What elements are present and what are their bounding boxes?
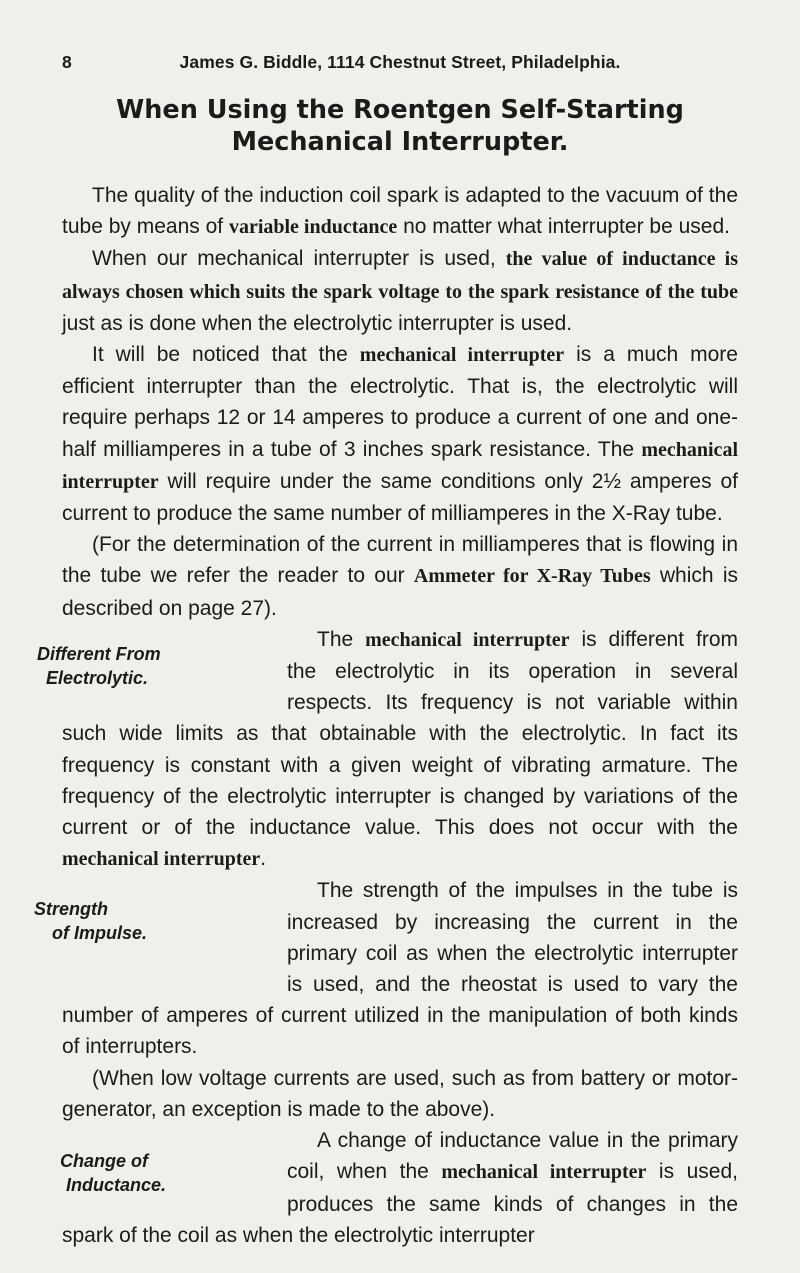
text-run: The quality of the induction coil spark is adapted to the vacuum of the tube by means of (62, 184, 738, 239)
paragraph-4 (62, 529, 738, 624)
bold-run: variable inductance (228, 216, 398, 239)
paragraph-6 (34, 875, 738, 1062)
bold-run: mechanical interrupter (62, 848, 261, 871)
bold-run: mechanical interrupter (62, 438, 738, 493)
body-text (34, 180, 739, 1251)
text-run: . (260, 847, 267, 871)
text-run: A change of inductance value in the primary coil, when the (287, 1129, 738, 1184)
page-number: 8 (62, 52, 72, 72)
text-run: will require under the same conditions only 2½ amperes of current to produce the same number of milliamperes in the X-Ray tube. (62, 469, 738, 526)
paragraph-7 (62, 1063, 738, 1125)
bold-run: the value of inductance is always chosen which suits the spark voltage to the spark resistance of the tube (62, 248, 739, 303)
text-run: (When low voltage currents are used, such as from battery or motor-generator, an exception is made to the above). (62, 1066, 738, 1121)
section-title (62, 94, 738, 158)
paragraph-8 (62, 1125, 738, 1251)
text-run: is different from the electrolytic in its operation in several respects. Its frequency is not variable within such wide limits as that obtainable with the electrolytic. In fact its frequency is constant with a given weight of vibrating armature. The frequency of the electrolytic interrupter is changed by variations of the current or of the inductance value. This does not occur with the (62, 627, 738, 840)
running-head: James G. Biddle, 1114 Chestnut Street, Philadelphia. (179, 52, 621, 72)
sidenote-line: Inductance. (66, 1175, 167, 1196)
text-run: which is described on page 27). (62, 564, 739, 620)
title-line-2: Mechanical Interrupter. (231, 127, 569, 157)
sidenote-line: Electrolytic. (46, 667, 149, 688)
paragraph-5 (37, 624, 738, 876)
sidenote-line: Strength (34, 899, 108, 920)
sidenote-change-of-inductance (32, 1125, 277, 1219)
text-run: (For the determination of the current in milliamperes that is flowing in the tube we refer the reader to our (62, 533, 738, 588)
text-run: It will be noticed that the (92, 343, 360, 367)
sidenote-line: Different From (37, 643, 161, 664)
text-run: When our mechanical interrupter is used, (92, 247, 506, 271)
text-run: The (317, 627, 366, 651)
title-line-1: When Using the Roentgen Self-Starting (116, 95, 684, 125)
sidenote-line: of Impulse. (52, 923, 148, 944)
text-run: just as is done when the electrolytic interrupter is used. (62, 311, 573, 335)
bold-run: mechanical interrupter (441, 1161, 647, 1184)
paragraph-2 (62, 243, 738, 339)
paragraph-1 (62, 180, 738, 243)
paragraph-3 (62, 339, 738, 529)
sidenote-different-from-electrolytic (32, 624, 277, 718)
text-run: The strength of the impulses in the tube is increased by increasing the current in the primary coil as when the electrolytic interrupter is used, and the rheostat is used to vary the number of amperes of current utilized in the manipulation of both kinds of interrupters. (62, 879, 738, 1059)
sidenote-strength-of-impulse (32, 875, 277, 969)
running-header (62, 52, 738, 80)
sidenote-line: Change of (60, 1151, 148, 1172)
text-run: no matter what interrupter be used. (397, 215, 730, 239)
text-run: is a much more efficient interrupter than the electrolytic. That is, the electrolytic will require perhaps 12 or 14 amperes to produce a current of one and one-half milliamperes in a tube of 3 inches spark resistance. The (62, 343, 738, 461)
bold-run: mechanical interrupter (365, 628, 570, 651)
text-run: is used, produces the same kinds of changes in the spark of the coil as when the electrolytic interrupter (62, 1160, 738, 1247)
bold-run: mechanical interrupter (359, 344, 565, 367)
bold-run: Ammeter for X-Ray Tubes (413, 565, 651, 588)
